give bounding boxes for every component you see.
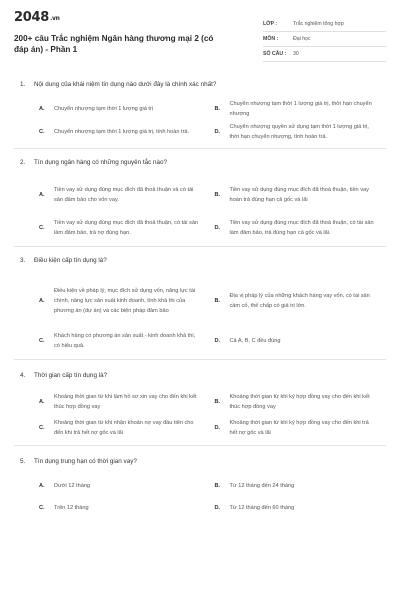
brand-name: 2048 (14, 10, 49, 25)
question-5 (14, 457, 386, 519)
answer-option[interactable] (215, 327, 387, 355)
document-title: 200+ câu Trắc nghiệm Ngân hàng thương mại 2 (có đáp án) - Phần 1 (14, 34, 214, 54)
header-left (14, 10, 214, 66)
answer-option[interactable] (39, 497, 211, 519)
question-3 (14, 256, 386, 360)
option-letter: C. (39, 129, 45, 135)
option-text: Khoảng thời gian từ khi ký hợp đồng vay cho đến khi kết thúc hợp đồng vay (229, 394, 370, 410)
option-letter: B. (214, 399, 221, 405)
answer-option[interactable] (39, 327, 211, 355)
answer-option[interactable] (39, 98, 211, 120)
answer-option[interactable] (39, 274, 211, 327)
option-letter: B. (214, 483, 221, 489)
answer-option[interactable] (215, 497, 387, 519)
answer-option[interactable] (215, 415, 387, 441)
answer-options (14, 389, 386, 441)
option-letter: C. (39, 425, 45, 431)
meta-label: SỐ CÂU : (263, 51, 287, 57)
answer-options (14, 176, 386, 242)
option-text: Tiền vay sử dụng đúng mục đích đã thoả thuận và có tài sản đảm bảo cho vốn vay. (54, 186, 194, 203)
answer-option[interactable] (39, 389, 211, 415)
meta-value: Đại học (293, 36, 311, 42)
option-text: Chuyển nhượng tạm thời 1 lượng giá trị (54, 106, 154, 112)
option-text: Tiền vay sử dụng đúng mục đích đã thoả thuận, có tài sản làm đảm bảo, trả nợ đúng hạn. (54, 219, 199, 236)
option-text: Tiền vay sử dụng đúng mục đích đã thoả thuận, có tài sản làm đảm bảo, trả đúng hạn cả gốc và lãi. (229, 219, 374, 236)
question-2 (14, 158, 386, 247)
option-text: Chuyển nhượng quyền sử dụng tạm thời 1 lượng giá trị, thời hạn chuyển nhượng, tính hoàn trả. (229, 124, 369, 140)
meta-info (263, 17, 386, 66)
option-text: Chuyển nhượng tạm thời 1 lượng giá trị, thời hạn chuyển nhượng (229, 101, 372, 117)
question-divider (14, 148, 386, 149)
question-number: 1. (20, 81, 26, 88)
option-letter: D. (214, 338, 221, 344)
option-letter: B. (214, 106, 221, 112)
answer-option[interactable] (215, 98, 387, 120)
option-letter: A. (39, 297, 45, 304)
question-number: 3. (20, 257, 26, 264)
brand-suffix: .vn (49, 15, 60, 22)
option-text: Từ 12 tháng đến 24 tháng (229, 483, 295, 489)
meta-row-class (263, 17, 386, 32)
option-letter: A. (39, 483, 45, 489)
option-letter: D. (214, 129, 221, 135)
question-divider (14, 445, 386, 446)
answer-option[interactable] (215, 120, 387, 144)
question-list (14, 80, 386, 519)
answer-option[interactable] (39, 475, 211, 497)
site-logo[interactable] (14, 10, 214, 25)
option-letter: D. (214, 425, 221, 431)
question-text (14, 256, 386, 274)
option-letter: A. (39, 191, 45, 198)
question-number: 4. (20, 372, 26, 379)
option-text: Khoảng thời gian từ khi nhận khoản nợ vay đầu tiên cho đến khi trả hết nợ gốc và lãi (54, 420, 194, 436)
answer-option[interactable] (215, 176, 387, 213)
meta-value: 30 (293, 51, 299, 57)
question-number: 2. (20, 159, 26, 166)
answer-option[interactable] (39, 176, 211, 213)
meta-row-subject (263, 32, 386, 47)
meta-label: MÔN : (263, 36, 279, 42)
question-text (14, 457, 386, 475)
option-text: Khách hàng có phương án sản xuất - kinh doanh khả thi, có hiệu quả. (54, 333, 196, 349)
meta-label: LỚP : (263, 21, 278, 27)
option-letter: C. (39, 505, 45, 511)
option-letter: B. (214, 297, 221, 304)
answer-option[interactable] (39, 213, 211, 242)
meta-value: Trắc nghiệm tổng hợp (293, 21, 344, 27)
question-prompt: Điều kiện cấp tín dụng là? (34, 257, 107, 264)
answer-option[interactable] (215, 475, 387, 497)
meta-row-count (263, 47, 386, 62)
option-text: Khoảng thời gian từ khi làm hồ sơ xin vay cho đến khi kết thúc hợp đồng vay (54, 394, 197, 410)
answer-options (14, 475, 386, 519)
option-letter: D. (214, 224, 221, 231)
option-text: Cả A, B, C đều đúng (229, 338, 281, 344)
answer-option[interactable] (215, 274, 387, 327)
option-letter: B. (214, 191, 221, 198)
answer-option[interactable] (215, 213, 387, 242)
question-text (14, 371, 386, 389)
answer-options (14, 274, 386, 355)
answer-option[interactable] (39, 120, 211, 144)
question-prompt: Thời gian cấp tín dụng là? (34, 372, 108, 379)
question-prompt: Nội dung của khái niệm tín dụng nào dưới đây là chính xác nhất? (34, 81, 217, 88)
answer-option[interactable] (39, 415, 211, 441)
document-header (14, 0, 386, 66)
question-prompt: Tín dụng trung hạn có thời gian vay? (34, 458, 137, 465)
question-text (14, 158, 386, 176)
answer-options (14, 98, 386, 144)
question-prompt: Tín dụng ngân hàng có những nguyên tắc nào? (34, 159, 168, 166)
option-letter: A. (39, 106, 45, 112)
option-text: Địa vị pháp lý của những khách hàng vay vốn, có tài sản cầm cố, thế chấp có giá trị lớn. (229, 292, 370, 309)
option-text: Khoảng thời gian từ khi ký hợp đồng vay cho đến khi trả hết nợ gốc và lãi (229, 420, 369, 436)
question-text (14, 80, 386, 98)
option-letter: C. (39, 224, 45, 231)
question-4 (14, 371, 386, 446)
question-1 (14, 80, 386, 149)
option-letter: A. (39, 399, 45, 405)
option-text: Từ 12 tháng đến 60 tháng (229, 505, 295, 511)
option-text: Dưới 12 tháng (54, 483, 91, 489)
question-divider (14, 246, 386, 247)
option-text: Trên 12 tháng (54, 505, 89, 511)
question-number: 5. (20, 458, 26, 465)
question-divider (14, 359, 386, 360)
option-text: Chuyển nhượng tạm thời 1 lượng giá trị, tính hoàn trả. (54, 129, 190, 135)
option-letter: C. (39, 338, 45, 344)
answer-option[interactable] (215, 389, 387, 415)
option-text: Tiền vay sử dụng đúng mục đích đã thoả thuận, tiền vay hoàn trả đúng hạn cả gốc và lãi (229, 186, 369, 203)
option-text: Điều kiện về pháp lý, mục đích sử dụng vốn, năng lực tài chính, năng lực sản xuất kinh doanh, tính khả thi của phương án (dự án) và các biện pháp đảm bảo (54, 287, 196, 314)
option-letter: D. (214, 505, 221, 511)
